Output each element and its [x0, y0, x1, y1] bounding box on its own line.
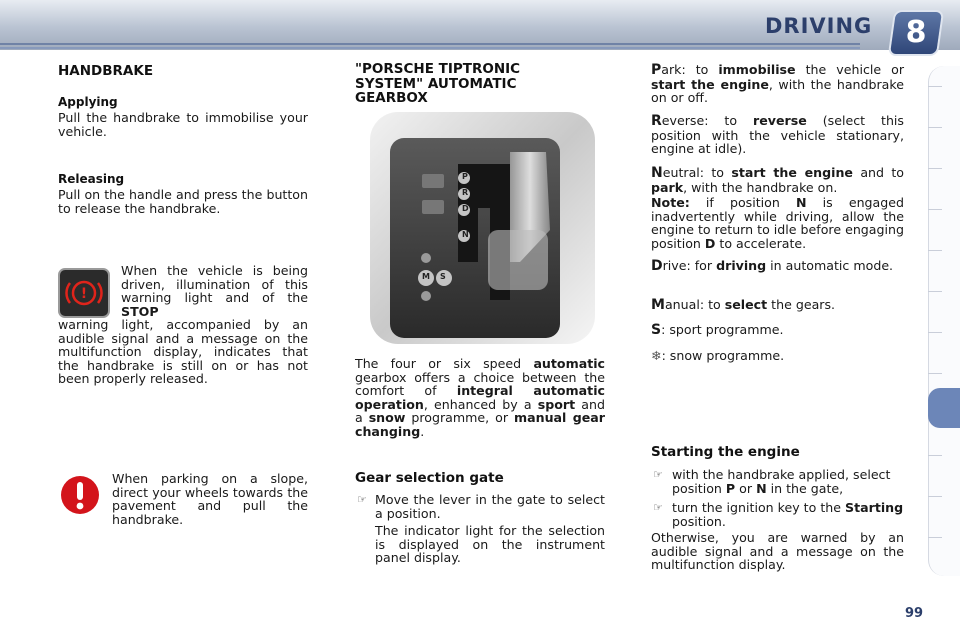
- tab-tick: [928, 86, 942, 87]
- tab-tick: [928, 168, 942, 169]
- position-neutral: Neutral: to start the engine and to park, with the handbrake on.: [651, 165, 904, 195]
- brake-warning-icon: [58, 268, 110, 318]
- applying-text: Pull the handbrake to immobilise your vehicle.: [58, 110, 308, 139]
- bullet-hand-icon: ☞: [653, 501, 663, 514]
- handbrake-title: HANDBRAKE: [58, 63, 154, 79]
- section-title: DRIVING: [765, 14, 873, 38]
- gate-label-n: N: [462, 230, 469, 239]
- neutral-note: Note: if position N is engaged inadvertently while driving, allow the engine to return to idle before engaging position D to accelerate.: [651, 195, 905, 251]
- chapter-number: 8: [905, 15, 927, 50]
- gate-bullet: Move the lever in the gate to select a position.: [375, 492, 605, 521]
- header-rule: [0, 43, 860, 45]
- slope-text: When parking on a slope, direct your wheels towards the pavement and pull the handbrake.: [112, 471, 308, 527]
- bullet-hand-icon: ☞: [653, 468, 663, 481]
- position-snow: ❄: snow programme.: [651, 348, 785, 363]
- snowflake-icon: ❄: [651, 348, 662, 363]
- gate-label-d: D: [462, 204, 469, 213]
- tab-tick: [928, 291, 942, 292]
- gear-selector-photo: [370, 112, 595, 344]
- tab-tick: [928, 250, 942, 251]
- tab-tick: [928, 209, 942, 210]
- starting-title: Starting the engine: [651, 444, 800, 460]
- chapter-tabs: [928, 66, 960, 576]
- releasing-title: Releasing: [58, 172, 125, 186]
- tab-tick: [928, 455, 942, 456]
- position-park: Park: to immobilise the vehicle or start the engine, with the handbrake on or off.: [651, 62, 904, 106]
- tab-tick: [928, 332, 942, 333]
- warning-text-bottom: warning light, accompanied by an audible signal and a message on the multifunction display, indicates that the handbrake is still on or has not been properly released.: [58, 317, 308, 387]
- gate-label-r: R: [462, 188, 469, 197]
- position-sport: S: sport programme.: [651, 322, 784, 338]
- starting-bullet-1: with the handbrake applied, select position P or N in the gate,: [672, 467, 891, 496]
- exclamation-icon: [60, 475, 100, 515]
- gate-label-p: P: [462, 172, 468, 181]
- tab-tick: [928, 496, 942, 497]
- position-manual: Manual: to select the gears.: [651, 297, 836, 313]
- gate-indicator: The indicator light for the selection is displayed on the instrument panel display.: [375, 523, 605, 566]
- warning-text-top: When the vehicle is being driven, illumination of this warning light and of the STOP: [121, 263, 308, 319]
- starting-bullet-2: turn the ignition key to the Starting position.: [672, 500, 904, 529]
- position-drive: Drive: for driving in automatic mode.: [651, 258, 894, 274]
- svg-text:!: !: [80, 286, 88, 302]
- tab-tick: [928, 127, 942, 128]
- bullet-hand-icon: ☞: [357, 493, 367, 506]
- page-number: 99: [905, 606, 924, 621]
- gate-label-m: M: [422, 272, 430, 281]
- gate-label-s: S: [440, 272, 446, 281]
- position-reverse: Reverse: to reverse (select this position with the vehicle stationary, engine at idle).: [651, 113, 904, 157]
- releasing-text: Pull on the handle and press the button to release the handbrake.: [58, 187, 308, 216]
- gate-title: Gear selection gate: [355, 470, 504, 486]
- gearbox-intro: The four or six speed automatic gearbox offers a choice between the comfort of integral automatic operation, enhanced by a sport and a snow programme, or manual gear changing.: [355, 356, 605, 439]
- applying-title: Applying: [58, 95, 118, 109]
- gearbox-title: "PORSCHE TIPTRONIC SYSTEM" AUTOMATIC GEARBOX: [355, 61, 521, 106]
- tab-tick: [928, 537, 942, 538]
- tab-tick: [928, 373, 942, 374]
- tab-driving-active[interactable]: [928, 388, 960, 428]
- header-rule-lower: [0, 47, 860, 49]
- starting-otherwise: Otherwise, you are warned by an audible signal and a message on the multifunction display.: [651, 530, 904, 573]
